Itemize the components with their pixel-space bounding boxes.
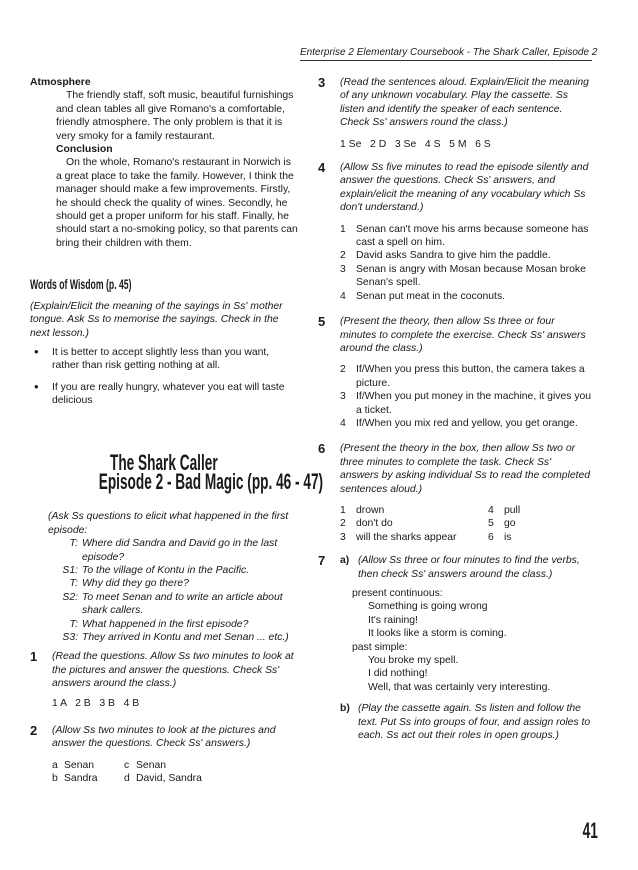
wisdom-bullet: • It is better to accept slightly less than you want, rather than risk getting nothing at all. [30,346,298,373]
exercise-2 [30,724,298,786]
intro-instructions: (Ask Ss questions to elicit what happened in the first episode: [48,511,289,536]
present-label: present continuous: [352,588,443,599]
exercise-5 [318,315,592,430]
left-column [30,76,324,786]
exercise-number: 2 [30,723,38,739]
answer-list: 1 Senan can't move his arms because someone has cast a spell on him. 2 David asks Sandra to give him the paddle. 3 Senan is angry with Mosan because Mosan broke Senan's spell. 4 Senan put meat in the coconuts. [340,223,589,302]
dialogue-line: T: What happened in the first episode? [69,618,249,630]
dialogue-line: S2: To meet Senan and to write an article about shark callers. [62,591,283,617]
exercise-instructions: (Read the questions. Allow Ss two minutes to look at the pictures and answer the questions. Check Ss' answers around the class.) [52,651,294,690]
running-header: Enterprise 2 Elementary Coursebook - The Shark Caller, Episode 2 [300,47,598,58]
conclusion-text: On the whole, Romano's restaurant in Norwich is a great place to take the family. However, I think the manager should make a few improvements. Firstly, he should check the quality of wines. Secondly, he should get a proper uniform for his staff. Finally, he should start a no-smoking policy, so that parents can bring their children with them. [56,157,298,249]
right-column [318,76,592,742]
past-item: You broke my spell. [368,655,459,667]
wisdom-instructions: (Explain/Elicit the meaning of the sayings in Ss' mother tongue. Ask Ss to memorise the sayings. Check in the next lesson.) [30,300,283,339]
present-item: Something is going wrong [368,601,488,613]
exercise-3 [318,76,592,151]
answer-grid: a Senan c Senan b Sandra d David, Sandra [52,759,202,785]
dialogue-line: S1: To the village of Kontu in the Pacific. [62,564,250,576]
exercise-instructions: (Present the theory in the box, then allow Ss two or three minutes to complete the task. Check Ss' answers by asking individual Ss to read the completed sentences aloud.) [340,443,591,495]
part-label: b) [340,703,350,715]
conclusion-heading: Conclusion [56,144,113,156]
present-item: It looks like a storm is coming. [368,628,507,640]
exercise-6 [318,442,592,544]
exercise-7 [318,554,592,742]
past-item: I did nothing! [368,668,428,680]
exercise-answers: 1 A 2 B 3 B 4 B [52,697,140,709]
exercise-4 [318,161,592,303]
story-title: The Shark Caller [110,449,218,475]
exercise-number: 4 [318,160,326,176]
wisdom-bullet: • If you are really hungry, whatever you eat will taste delicious [30,381,298,408]
exercise-instructions: (Allow Ss three or four minutes to find the verbs, then check Ss' answers around the class.) [358,555,580,580]
present-item: It's raining! [368,614,418,626]
episode-title: Episode 2 - Bad Magic (pp. 46 - 47) [98,468,324,494]
past-label: past simple: [352,641,408,653]
part-label: a) [340,555,350,567]
dialogue-line: T: Where did Sandra and David go in the last episode? [69,538,278,563]
exercise-number: 7 [318,553,326,569]
exercise-instructions: (Allow Ss two minutes to look at the pictures and answer the questions. Check Ss' answers.) [52,725,276,750]
past-item: Well, that was certainly very interesting. [368,681,551,693]
dialogue-line: T: Why did they go there? [69,578,189,590]
exercise-instructions: (Present the theory, then allow Ss three or four minutes to complete the exercise. Check Ss' answers around the class.) [340,316,586,354]
answer-list: 2 If/When you press this button, the camera takes a picture. 3 If/When you put money in the machine, it gives you a ticket. 4 If/When you mix red and yellow, you get orange. [340,364,592,429]
header-rule [300,60,592,61]
atmosphere-text: The friendly staff, soft music, beautiful furnishings and clean tables all give Romano's a comfortable, friendly atmosphere. The only problem is that it is very smoky for a family restaurant. [56,90,294,142]
exercise-instructions: (Play the cassette again. Ss listen and follow the text. Put Ss into groups of four, and assign roles to each. Ss act out their roles in open groups.) [358,703,591,742]
answer-grid: 1 drown 4 pull 2 don't do 5 go 3 will the sharks appear 6 is [340,504,521,543]
exercise-number: 3 [318,75,326,90]
page-number: 41 [582,818,598,843]
exercise-1 [30,650,298,710]
wisdom-heading: Words of Wisdom (p. 45) [30,276,132,293]
exercise-number: 1 [30,649,38,665]
dialogue-line: S3: They arrived in Kontu and met Senan ... etc.) [62,632,289,643]
exercise-number: 6 [318,441,326,457]
exercise-number: 5 [318,314,326,330]
exercise-instructions: (Allow Ss five minutes to read the episode silently and answer the questions. Check Ss' answers, and explain/elicit the meaning of any vocabulary which Ss don't understand.) [340,162,589,214]
exercise-answers: 1 Se 2 D 3 Se 4 S 5 M 6 S [340,138,491,150]
atmosphere-heading: Atmosphere [30,77,91,88]
exercise-instructions: (Read the sentences aloud. Explain/Elicit the meaning of any unknown vocabulary. Play the cassette. Ss listen and identify the speaker of each sentence. Check Ss' answers round the class.) [340,77,589,129]
